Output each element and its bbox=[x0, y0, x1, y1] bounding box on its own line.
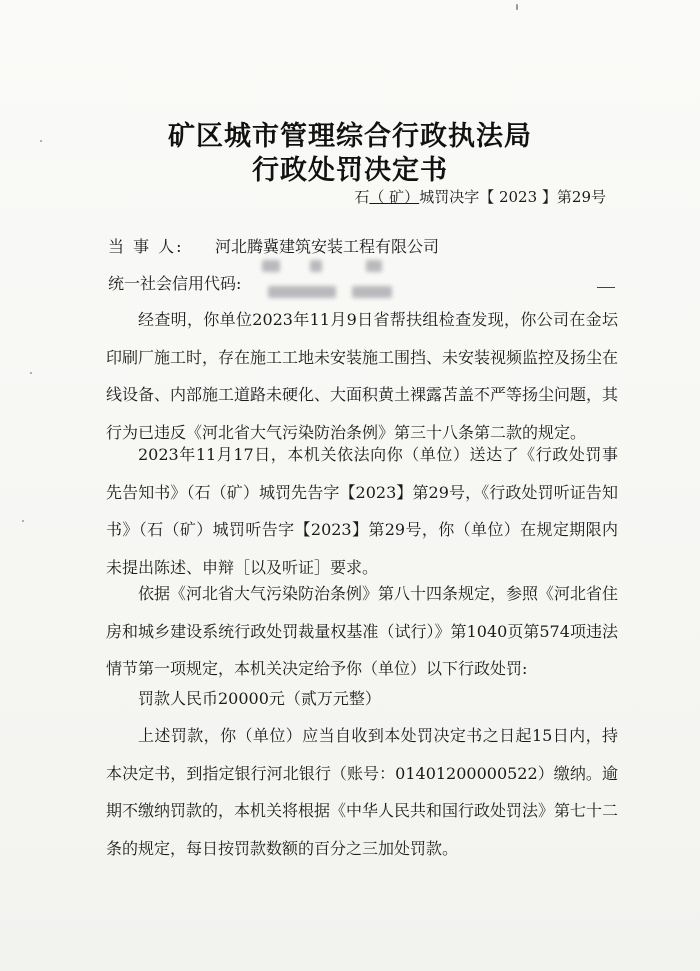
redacted-credit-code bbox=[352, 286, 392, 298]
party-label: 当 事 人: bbox=[108, 237, 184, 256]
scan-mark-dash bbox=[597, 287, 615, 288]
paragraph-notice: 2023年11月17日，本机关依法向你（单位）送达了《行政处罚事先告知书》（石（矿）城罚先告字【2023】第29号，《行政处罚听证告知书》（石（矿）城罚听告字【2023】第29号，你（单位）在规定期限内未提出陈述、申辩［以及听证］要求。 bbox=[106, 445, 618, 577]
redacted-credit-code bbox=[262, 260, 280, 272]
credit-code-label: 统一社会信用代码: bbox=[108, 274, 242, 293]
title-document-type: 行政处罚决定书 bbox=[252, 155, 448, 186]
document-number bbox=[354, 186, 606, 207]
paragraph-penalty-amount: 罚款人民币20000元（贰万元整） bbox=[138, 689, 381, 708]
scan-speck bbox=[516, 4, 518, 10]
paragraph-payment-instructions: 上述罚款，你（单位）应当自收到本处罚决定书之日起15日内，持本决定书，到指定银行河北银行（账号：01401200000522）缴纳。逾期不缴纳罚款的，本机关将根据《中华人民共和国行政处罚法》第七十二条的规定，每日按罚款数额的百分之三加处罚款。 bbox=[106, 726, 619, 858]
title-agency: 矿区城市管理综合行政执法局 bbox=[168, 121, 532, 152]
paragraph-basis: 依据《河北省大气污染防治条例》第八十四条规定，参照《河北省住房和城乡建设系统行政处罚裁量权基准（试行）》第1040页第574项违法情节第一项规定，本机关决定给予你（单位）以下行政处罚: bbox=[106, 584, 619, 678]
redacted-credit-code bbox=[310, 260, 322, 272]
document-number-region: （ 矿） bbox=[369, 188, 420, 206]
scan-speck bbox=[30, 372, 32, 374]
scan-speck bbox=[22, 520, 24, 522]
document-number-prefix: 石 bbox=[354, 188, 370, 206]
document-number-suffix: 城罚决字【 2023 】第29号 bbox=[419, 188, 606, 206]
redacted-credit-code bbox=[268, 286, 336, 298]
party-name: 河北腾冀建筑安装工程有限公司 bbox=[215, 237, 440, 256]
redacted-credit-code bbox=[366, 260, 382, 272]
paragraph-findings: 经查明，你单位2023年11月9日省帮扶组检查发现，你公司在金坛印刷厂施工时，存在施工工地未安装施工围挡、未安装视频监控及扬尘在线设备、内部施工道路未硬化、大面积黄土裸露苫盖不严等扬尘问题，其行为已违反《河北省大气污染防治条例》第三十八条第二款的规定。 bbox=[106, 310, 619, 442]
